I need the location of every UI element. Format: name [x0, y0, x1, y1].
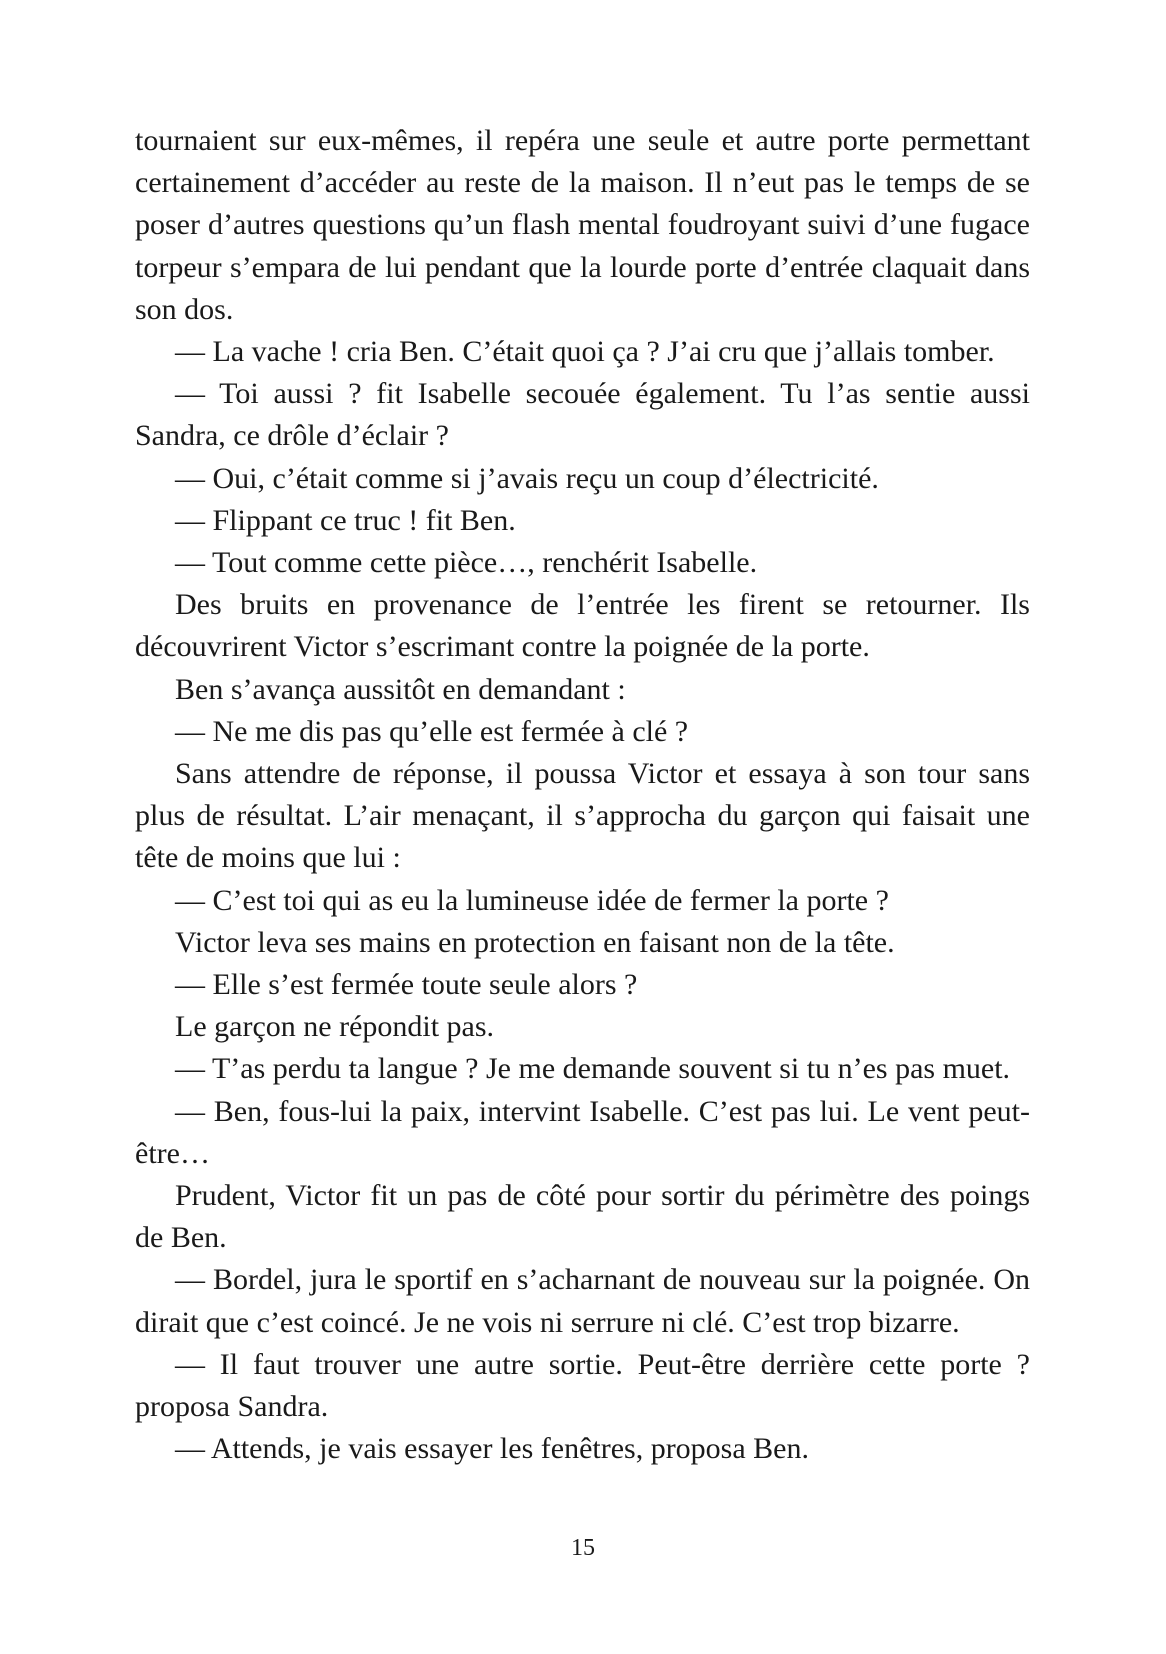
paragraph: — Attends, je vais essayer les fenêtres, proposa Ben.	[175, 1432, 809, 1466]
page-number: 15	[571, 1535, 595, 1561]
paragraph: — Elle s’est fermée toute seule alors ?	[175, 968, 638, 1002]
paragraph: Le garçon ne répondit pas.	[175, 1010, 495, 1044]
paragraph: — Bordel, jura le sportif en s’acharnant de nouveau sur la poignée. On dirait que c’est coincé. Je ne vois ni serrure ni clé. C’est trop bizarre.	[135, 1263, 1030, 1339]
paragraph: Des bruits en provenance de l’entrée les firent se retourner. Ils découvrirent Victor s’escrimant contre la poignée de la porte.	[135, 588, 1030, 664]
paragraph: — Toi aussi ? fit Isabelle secouée également. Tu l’as sentie aussi Sandra, ce drôle d’éclair ?	[135, 377, 1030, 453]
paragraph: Victor leva ses mains en protection en faisant non de la tête.	[175, 925, 895, 959]
body-text	[135, 120, 1030, 1471]
paragraph: — Tout comme cette pièce…, renchérit Isabelle.	[175, 546, 758, 580]
paragraph: — Flippant ce truc ! fit Ben.	[175, 503, 516, 537]
paragraph: tournaient sur eux-mêmes, il repéra une seule et autre porte permettant certainement d’accéder au reste de la maison. Il n’eut pas le temps de se poser d’autres questions qu’un flash mental foudroyant suivi d’une fugace torpeur s’empara de lui pendant que la lourde porte d’entrée claquait dans son dos.	[135, 124, 1030, 326]
paragraph: — Il faut trouver une autre sortie. Peut-être derrière cette porte ? proposa Sandra.	[135, 1347, 1030, 1424]
paragraph: — C’est toi qui as eu la lumineuse idée de fermer la porte ?	[175, 883, 889, 917]
paragraph: Sans attendre de réponse, il poussa Victor et essaya à son tour sans plus de résultat. L’air menaçant, il s’approcha du garçon qui faisait une tête de moins que lui :	[135, 757, 1030, 875]
paragraph: Prudent, Victor fit un pas de côté pour sortir du périmètre des poings de Ben.	[135, 1179, 1030, 1255]
paragraph: — Ne me dis pas qu’elle est fermée à clé ?	[175, 714, 689, 748]
paragraph: — T’as perdu ta langue ? Je me demande souvent si tu n’es pas muet.	[175, 1052, 1011, 1086]
paragraph: — Oui, c’était comme si j’avais reçu un coup d’électricité.	[175, 461, 879, 495]
paragraph: — Ben, fous-lui la paix, intervint Isabelle. C’est pas lui. Le vent peut-être…	[135, 1094, 1030, 1170]
paragraph: Ben s’avança aussitôt en demandant :	[175, 672, 626, 706]
paragraph: — La vache ! cria Ben. C’était quoi ça ? J’ai cru que j’allais tomber.	[175, 335, 995, 369]
